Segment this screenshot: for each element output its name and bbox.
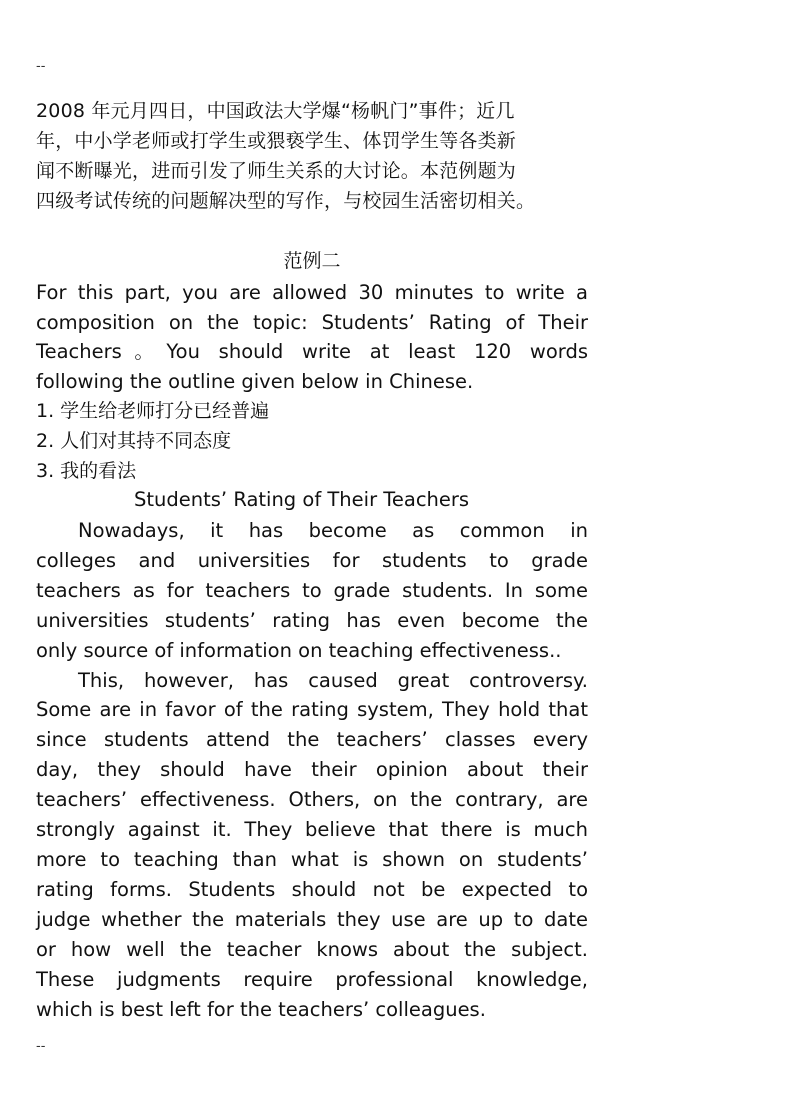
prompt-line: For this part, you are allowed 30 minutes to write a: [36, 281, 588, 304]
outline-list: [36, 396, 588, 486]
essay-line: since students attend the teachers’ classes every: [36, 728, 588, 752]
essay-line: universities students’ rating has even become the: [36, 608, 588, 632]
intro-line: 四级考试传统的问题解决型的写作，与校园生活密切相关。: [36, 190, 536, 212]
top-page-marker: --: [36, 59, 46, 74]
outline-item: 2. 人们对其持不同态度: [36, 430, 232, 452]
essay-body: [36, 516, 588, 1024]
outline-item: 3. 我的看法: [36, 460, 137, 482]
essay-line: Nowadays, it has become as common in: [78, 519, 588, 542]
intro-paragraph: [36, 96, 588, 216]
essay-line: more to teaching than what is shown on students’: [36, 847, 588, 871]
essay-line: day, they should have their opinion about their: [36, 758, 588, 782]
essay-line: colleges and universities for students to grade: [36, 548, 588, 572]
prompt-line: Teachers。You should write at least 120 words: [36, 340, 588, 363]
prompt-line: composition on the topic: Students’ Rating of Their: [36, 310, 588, 334]
essay-line: only source of information on teaching effectiveness..: [36, 638, 562, 662]
essay-line: strongly against it. They believe that there is much: [36, 818, 588, 842]
essay-line: or how well the teacher knows about the subject.: [36, 937, 588, 961]
prompt-line: following the outline given below in Chinese.: [36, 369, 474, 393]
writing-prompt: [36, 278, 588, 396]
essay-line: rating forms. Students should not be expected to: [36, 877, 588, 901]
essay-line: teachers as for teachers to grade students. In some: [36, 578, 588, 602]
essay-line: judge whether the materials they use are up to date: [36, 907, 588, 931]
example-heading: 范例二: [283, 250, 341, 272]
essay-line: teachers’ effectiveness. Others, on the contrary, are: [36, 788, 588, 812]
outline-item: 1. 学生给老师打分已经普遍: [36, 400, 270, 422]
essay-line: This, however, has caused great controversy.: [78, 668, 588, 692]
essay-line: which is best left for the teachers’ colleagues.: [36, 997, 486, 1021]
bottom-page-marker: --: [36, 1039, 46, 1054]
intro-line: 闻不断曝光，进而引发了师生关系的大讨论。本范例题为: [36, 160, 517, 182]
intro-line: 2008 年元月四日，中国政法大学爆“杨帆门”事件；近几: [36, 100, 515, 122]
essay-line: These judgments require professional knowledge,: [36, 967, 588, 991]
essay-line: Some are in favor of the rating system, They hold that: [36, 698, 588, 722]
intro-line: 年，中小学老师或打学生或猥亵学生、体罚学生等各类新: [36, 130, 517, 152]
essay-title: Students’ Rating of Their Teachers: [134, 488, 470, 511]
